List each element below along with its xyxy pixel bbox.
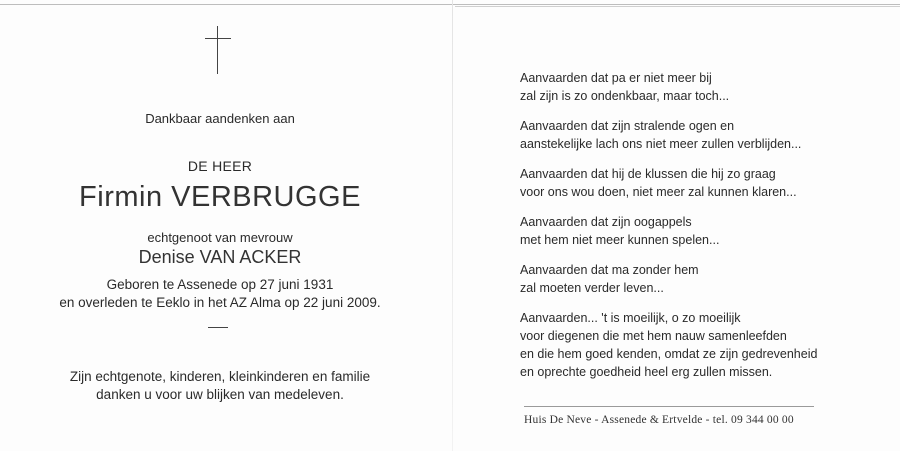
deceased-name: Firmin VERBRUGGE: [79, 181, 361, 213]
poem-line: Aanvaarden dat zijn oogappels: [520, 215, 692, 229]
intro-text: Dankbaar aandenken aan: [145, 111, 295, 126]
poem-line: voor diegenen die met hem nauw samenleefden: [520, 329, 787, 343]
poem-line: voor ons wou doen, niet meer zal kunnen klaren...: [520, 185, 797, 199]
poem-line: zal zijn is zo ondenkbaar, maar toch...: [520, 89, 730, 103]
poem-stanza: [520, 165, 880, 201]
funeral-home-footer: Huis De Neve - Assenede & Ertvelde - tel. 09 344 00 00: [524, 414, 794, 426]
poem-line: Aanvaarden dat pa er niet meer bij: [520, 71, 712, 85]
birth-line: Geboren te Assenede op 27 juni 1931: [106, 277, 334, 292]
poem: [520, 69, 880, 393]
poem-stanza: [520, 309, 880, 381]
title-prefix: DE HEER: [187, 158, 253, 174]
poem-stanza: [520, 69, 880, 105]
footer-rule: [524, 406, 814, 407]
death-line: en overleden te Eeklo in het AZ Alma op 22 juni 2009.: [59, 295, 381, 310]
cross-icon: [203, 26, 233, 74]
card-fold-line: [452, 0, 453, 451]
poem-line: Aanvaarden dat hij de klussen die hij zo graag: [520, 167, 776, 181]
poem-line: en die hem goed kenden, omdat ze zijn gedrevenheid: [520, 347, 818, 361]
poem-line: en oprechte goedheid heel erg zullen missen.: [520, 365, 773, 379]
left-page: [0, 0, 440, 451]
separator-dash: [208, 327, 228, 328]
poem-stanza: [520, 213, 880, 249]
spouse-intro: echtgenoot van mevrouw: [147, 230, 293, 245]
poem-line: Aanvaarden... 't is moeilijk, o zo moeilijk: [520, 311, 741, 325]
poem-line: met hem niet meer kunnen spelen...: [520, 233, 720, 247]
poem-line: Aanvaarden dat ma zonder hem: [520, 263, 699, 277]
poem-stanza: [520, 117, 880, 153]
spouse-name: Denise VAN ACKER: [138, 247, 302, 267]
thanks-line-2: danken u voor uw blijken van medeleven.: [96, 387, 344, 402]
thanks-line-1: Zijn echtgenote, kinderen, kleinkinderen en familie: [69, 369, 371, 384]
poem-stanza: [520, 261, 880, 297]
poem-line: Aanvaarden dat zijn stralende ogen en: [520, 119, 735, 133]
right-page: [455, 0, 900, 451]
poem-line: aanstekelijke lach ons niet meer zullen verblijden...: [520, 137, 802, 151]
poem-line: zal moeten verder leven...: [520, 281, 664, 295]
